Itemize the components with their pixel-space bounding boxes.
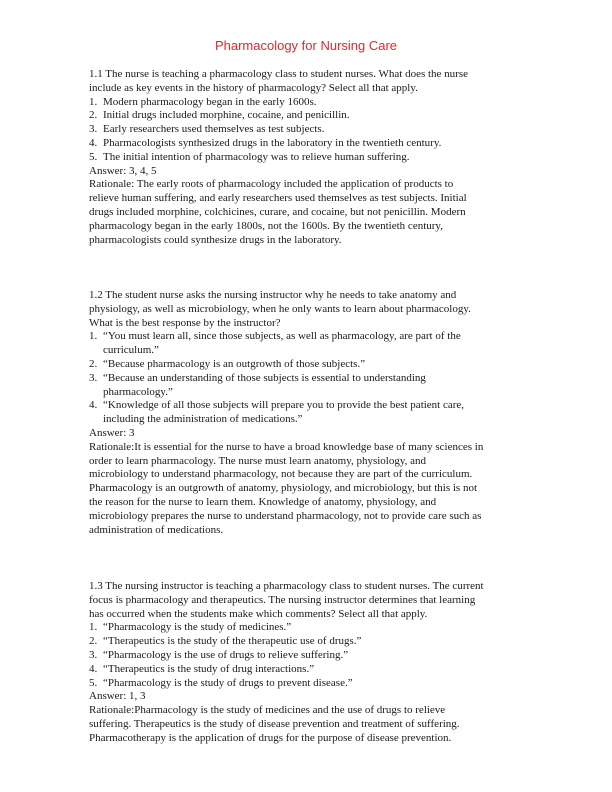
answer-option (89, 635, 529, 649)
question-block (89, 289, 529, 537)
rationale-line: Rationale:It is essential for the nurse to have a broad knowledge base of many sciences in (89, 440, 484, 453)
option-text: pharmacology.” (103, 385, 173, 398)
answer-option (89, 330, 529, 358)
option-number: 1. (89, 95, 98, 108)
option-number: 2. (89, 109, 98, 122)
answer-option (89, 123, 529, 137)
option-text: curriculum.” (103, 344, 159, 357)
answer-option (89, 399, 529, 427)
answer-option (89, 372, 529, 400)
answer-option (89, 677, 529, 691)
option-text: “Because pharmacology is an outgrowth of those subjects.” (103, 357, 366, 370)
option-number: 1. (89, 621, 98, 634)
option-text: “Pharmacology is the study of drugs to prevent disease.” (103, 676, 353, 689)
option-text: “Pharmacology is the use of drugs to relieve suffering.” (103, 648, 349, 661)
option-number: 2. (89, 635, 98, 648)
rationale-line: drugs included morphine, colchicines, curare, and cocaine, but not penicillin. Modern (89, 205, 466, 218)
option-text: including the administration of medications.” (103, 413, 303, 426)
question-block (89, 580, 529, 746)
rationale-line: suffering. Therapeutics is the study of disease prevention and treatment of suffering. (89, 717, 460, 730)
option-text: Pharmacologists synthesized drugs in the laboratory in the twentieth century. (103, 136, 442, 149)
option-number: 5. (89, 676, 98, 689)
question-stem-line: physiology, as well as microbiology, when he only wants to learn about pharmacology. (89, 302, 471, 315)
option-number: 1. (89, 330, 98, 343)
rationale-line: Pharmacotherapy is the application of drugs for the purpose of disease prevention. (89, 731, 452, 744)
option-text: Initial drugs included morphine, cocaine, and penicillin. (103, 109, 350, 122)
question-stem-line: include as key events in the history of pharmacology? Select all that apply. (89, 81, 418, 94)
answer-option (89, 663, 529, 677)
rationale-line: microbiology to understand pharmacology, not because they are part of the curriculum. (89, 468, 473, 481)
rationale-line: order to learn pharmacology. The nurse must learn anatomy, physiology, and (89, 454, 427, 467)
question-stem-line: has occurred when the students make which comments? Select all that apply. (89, 607, 428, 620)
option-number: 3. (89, 371, 98, 384)
option-number: 5. (89, 150, 98, 163)
option-number: 3. (89, 123, 98, 136)
option-number: 4. (89, 662, 98, 675)
rationale-line: administration of medications. (89, 523, 224, 536)
document-title: Pharmacology for Nursing Care (214, 38, 398, 53)
question-block (89, 68, 529, 247)
option-text: “Therapeutics is the study of the therapeutic use of drugs.” (103, 635, 362, 648)
option-number: 4. (89, 399, 98, 412)
question-stem-line: What is the best response by the instructor? (89, 316, 281, 329)
answer-option (89, 621, 529, 635)
rationale-line: relieve human suffering, and early researchers used themselves as test subjects. Initial (89, 192, 467, 205)
option-text: Modern pharmacology began in the early 1600s. (103, 95, 317, 108)
option-number: 3. (89, 648, 98, 661)
rationale-line: Rationale:Pharmacology is the study of medicines and the use of drugs to relieve (89, 704, 446, 717)
rationale-line: Rationale: The early roots of pharmacology included the application of products to (89, 178, 454, 191)
answer-key: Answer: 1, 3 (89, 690, 146, 703)
option-text: “Pharmacology is the study of medicines.” (103, 621, 292, 634)
answer-option (89, 649, 529, 663)
rationale-line: microbiology prepares the nurse to understand pharmacology, not to provide care such as (89, 509, 482, 522)
option-text: “Therapeutics is the study of drug interactions.” (103, 662, 315, 675)
rationale-line: Pharmacology is an outgrowth of anatomy, physiology, and microbiology, but this is not (89, 482, 478, 495)
option-text: “Because an understanding of those subjects is essential to understanding (103, 371, 426, 384)
option-number: 4. (89, 136, 98, 149)
question-stem-line: 1.1 The nurse is teaching a pharmacology class to student nurses. What does the nurse (89, 68, 469, 80)
question-stem-line: focus is pharmacology and therapeutics. The nursing instructor determines that learning (89, 593, 476, 606)
option-text: “You must learn all, since those subjects, as well as pharmacology, are part of the (103, 330, 461, 343)
answer-option (89, 358, 529, 372)
rationale-line: the reason for the nurse to learn them. Knowledge of anatomy, physiology, and (89, 495, 437, 508)
rationale-line: pharmacology began in the early 1800s, not the 1600s. By the twentieth century, (89, 219, 443, 232)
answer-option (89, 137, 529, 151)
option-number: 2. (89, 357, 98, 370)
option-text: The initial intention of pharmacology was to relieve human suffering. (103, 150, 410, 163)
question-stem-line: 1.3 The nursing instructor is teaching a pharmacology class to student nurses. The current (89, 580, 484, 592)
answer-option (89, 151, 529, 165)
answer-option (89, 109, 529, 123)
option-text: Early researchers used themselves as test subjects. (103, 123, 325, 136)
question-stem-line: 1.2 The student nurse asks the nursing instructor why he needs to take anatomy and (89, 289, 457, 301)
answer-key: Answer: 3, 4, 5 (89, 164, 157, 177)
answer-key: Answer: 3 (89, 426, 135, 439)
rationale-line: pharmacologists could synthesize drugs in the laboratory. (89, 233, 342, 246)
answer-option (89, 96, 529, 110)
option-text: “Knowledge of all those subjects will prepare you to provide the best patient care, (103, 399, 465, 412)
